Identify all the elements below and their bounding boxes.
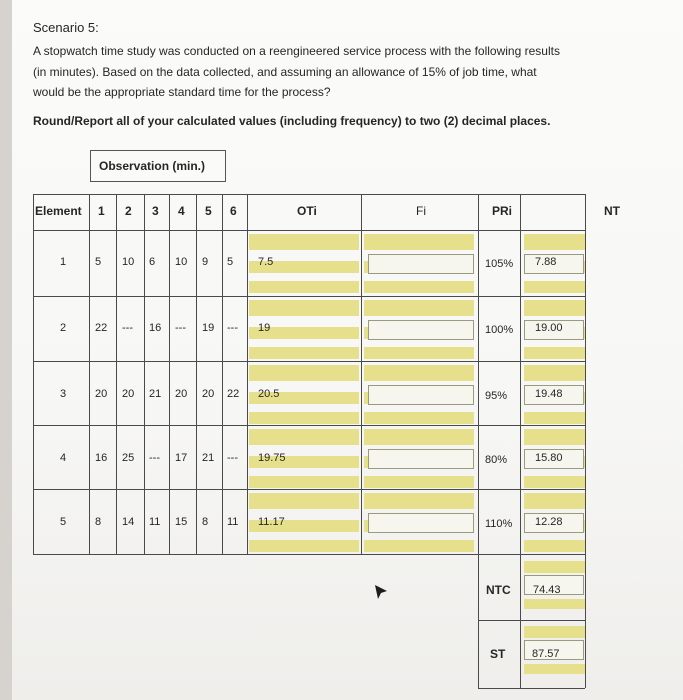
grid-line-horizontal	[478, 620, 585, 621]
grid-line-vertical	[247, 194, 248, 554]
observation-value: 20	[95, 388, 108, 400]
grid-line-vertical	[478, 554, 479, 688]
ot-value: 19.75	[258, 452, 286, 464]
observation-header-box	[90, 150, 226, 182]
question-line-2: (in minutes). Based on the data collected, and assuming an allowance of 15% of job time, what	[33, 65, 537, 79]
rounding-instruction: Round/Report all of your calculated values (including frequency) to two (2) decimal places.	[33, 114, 551, 128]
nt-answer-strip	[524, 429, 586, 445]
observation-value: 11	[149, 516, 161, 528]
ot-answer-strip	[249, 429, 359, 445]
observation-value: 22	[95, 322, 108, 334]
nt-answer-strip	[524, 365, 586, 381]
observation-value: 21	[149, 388, 162, 400]
observation-value: 20	[122, 388, 135, 400]
observation-value: 21	[202, 452, 215, 464]
observation-number-header: 3	[152, 204, 159, 218]
grid-line-vertical	[144, 194, 145, 554]
observation-value: 11	[227, 516, 239, 528]
observation-value: 20	[202, 388, 215, 400]
nt-value: 19.00	[535, 322, 563, 334]
cursor-arrow-icon	[372, 583, 390, 601]
ot-header: OTi	[297, 204, 317, 218]
fi-answer-strip	[364, 412, 474, 424]
observation-number-header: 6	[230, 204, 237, 218]
ot-answer-strip	[249, 476, 359, 488]
element-header: Element	[35, 204, 82, 218]
grid-line-horizontal	[33, 230, 585, 231]
ot-answer-strip	[249, 234, 359, 250]
ot-answer-strip	[249, 412, 359, 424]
element-number: 2	[60, 322, 67, 334]
fi-input[interactable]	[368, 385, 474, 405]
nt-value: 15.80	[535, 452, 563, 464]
fi-answer-strip	[364, 540, 474, 552]
grid-line-vertical	[520, 194, 521, 554]
st-label: ST	[490, 647, 506, 661]
observation-value: 6	[149, 256, 156, 268]
observation-value: ---	[122, 322, 133, 334]
nt-answer-strip	[524, 412, 586, 424]
grid-line-horizontal	[33, 296, 585, 297]
pr-header: PRi	[492, 204, 513, 218]
nt-value: 19.48	[535, 388, 563, 400]
observation-value: 8	[202, 516, 209, 528]
grid-line-vertical	[89, 194, 90, 554]
ot-answer-strip	[249, 365, 359, 381]
ot-answer-strip	[249, 300, 359, 316]
observation-value: 15	[175, 516, 188, 528]
observation-value: 5	[227, 256, 234, 268]
observation-value: 20	[175, 388, 188, 400]
observation-value: 10	[122, 256, 135, 268]
grid-line-horizontal	[33, 489, 585, 490]
observation-header: Observation (min.)	[99, 159, 206, 173]
question-line-1: A stopwatch time study was conducted on a reengineered service process with the following results	[33, 44, 560, 58]
observation-value: 17	[175, 452, 188, 464]
nt-answer-strip	[524, 300, 586, 316]
observation-value: 22	[227, 388, 240, 400]
ot-value: 19	[258, 322, 271, 334]
fi-input[interactable]	[368, 449, 474, 469]
pr-value: 95%	[485, 390, 508, 402]
nt-answer-strip	[524, 281, 586, 293]
st-value: 87.57	[532, 648, 560, 660]
fi-answer-strip	[364, 347, 474, 359]
observation-number-header: 2	[125, 204, 132, 218]
fi-answer-strip	[364, 300, 474, 316]
fi-answer-strip	[364, 365, 474, 381]
grid-line-horizontal	[33, 361, 585, 362]
nt-value: 7.88	[535, 256, 557, 268]
nt-answer-strip	[524, 540, 586, 552]
nt-answer-strip	[524, 476, 586, 488]
grid-line-vertical	[196, 194, 197, 554]
ot-answer-strip	[249, 540, 359, 552]
fi-input[interactable]	[368, 254, 474, 274]
fi-header: Fi	[416, 204, 426, 218]
nt-answer-strip	[524, 561, 586, 573]
scenario-title: Scenario 5:	[33, 20, 99, 35]
ot-answer-strip	[249, 347, 359, 359]
observation-value: 16	[149, 322, 162, 334]
ot-value: 20.5	[258, 388, 280, 400]
ot-value: 7.5	[258, 256, 274, 268]
fi-input[interactable]	[368, 320, 474, 340]
element-number: 3	[60, 388, 67, 400]
grid-line-horizontal	[33, 194, 585, 195]
observation-value: 19	[202, 322, 215, 334]
observation-value: 9	[202, 256, 209, 268]
ntc-value: 74.43	[533, 584, 561, 596]
element-number: 5	[60, 516, 67, 528]
pr-value: 100%	[485, 324, 514, 336]
element-number: 1	[60, 256, 67, 268]
observation-value: ---	[227, 322, 238, 334]
observation-number-header: 5	[205, 204, 212, 218]
pr-value: 105%	[485, 258, 514, 270]
observation-value: 5	[95, 256, 102, 268]
pr-value: 110%	[485, 518, 513, 530]
grid-line-vertical	[478, 194, 479, 554]
observation-value: 14	[122, 516, 135, 528]
observation-value: 10	[175, 256, 188, 268]
grid-line-vertical	[585, 194, 586, 554]
grid-line-horizontal	[33, 425, 585, 426]
grid-line-horizontal	[33, 554, 585, 555]
nt-answer-strip	[524, 493, 586, 509]
grid-line-vertical	[520, 554, 521, 688]
grid-line-vertical	[33, 194, 34, 554]
nt-header: NT	[604, 204, 620, 218]
element-number: 4	[60, 452, 67, 464]
ntc-label: NTC	[486, 583, 511, 597]
nt-answer-strip	[524, 664, 586, 674]
observation-value: 25	[122, 452, 135, 464]
observation-value: 16	[95, 452, 108, 464]
observation-value: ---	[149, 452, 160, 464]
observation-value: ---	[227, 452, 238, 464]
grid-line-horizontal	[478, 688, 585, 689]
grid-line-vertical	[361, 194, 362, 554]
ot-value: 11.17	[258, 516, 285, 528]
ot-answer-strip	[249, 493, 359, 509]
fi-answer-strip	[364, 281, 474, 293]
fi-answer-strip	[364, 429, 474, 445]
observation-value: ---	[175, 322, 186, 334]
question-line-3: would be the appropriate standard time for the process?	[33, 85, 331, 99]
pr-value: 80%	[485, 454, 508, 466]
fi-answer-strip	[364, 476, 474, 488]
nt-answer-strip	[524, 599, 586, 609]
observation-value: 8	[95, 516, 102, 528]
nt-answer-strip	[524, 626, 586, 638]
ot-answer-strip	[249, 281, 359, 293]
fi-answer-strip	[364, 234, 474, 250]
grid-line-vertical	[116, 194, 117, 554]
grid-line-vertical	[585, 554, 586, 688]
observation-number-header: 4	[178, 204, 185, 218]
fi-input[interactable]	[368, 513, 474, 533]
nt-answer-strip	[524, 347, 586, 359]
observation-number-header: 1	[98, 204, 105, 218]
nt-value: 12.28	[535, 516, 563, 528]
nt-answer-strip	[524, 234, 586, 250]
grid-line-vertical	[222, 194, 223, 554]
grid-line-vertical	[169, 194, 170, 554]
fi-answer-strip	[364, 493, 474, 509]
